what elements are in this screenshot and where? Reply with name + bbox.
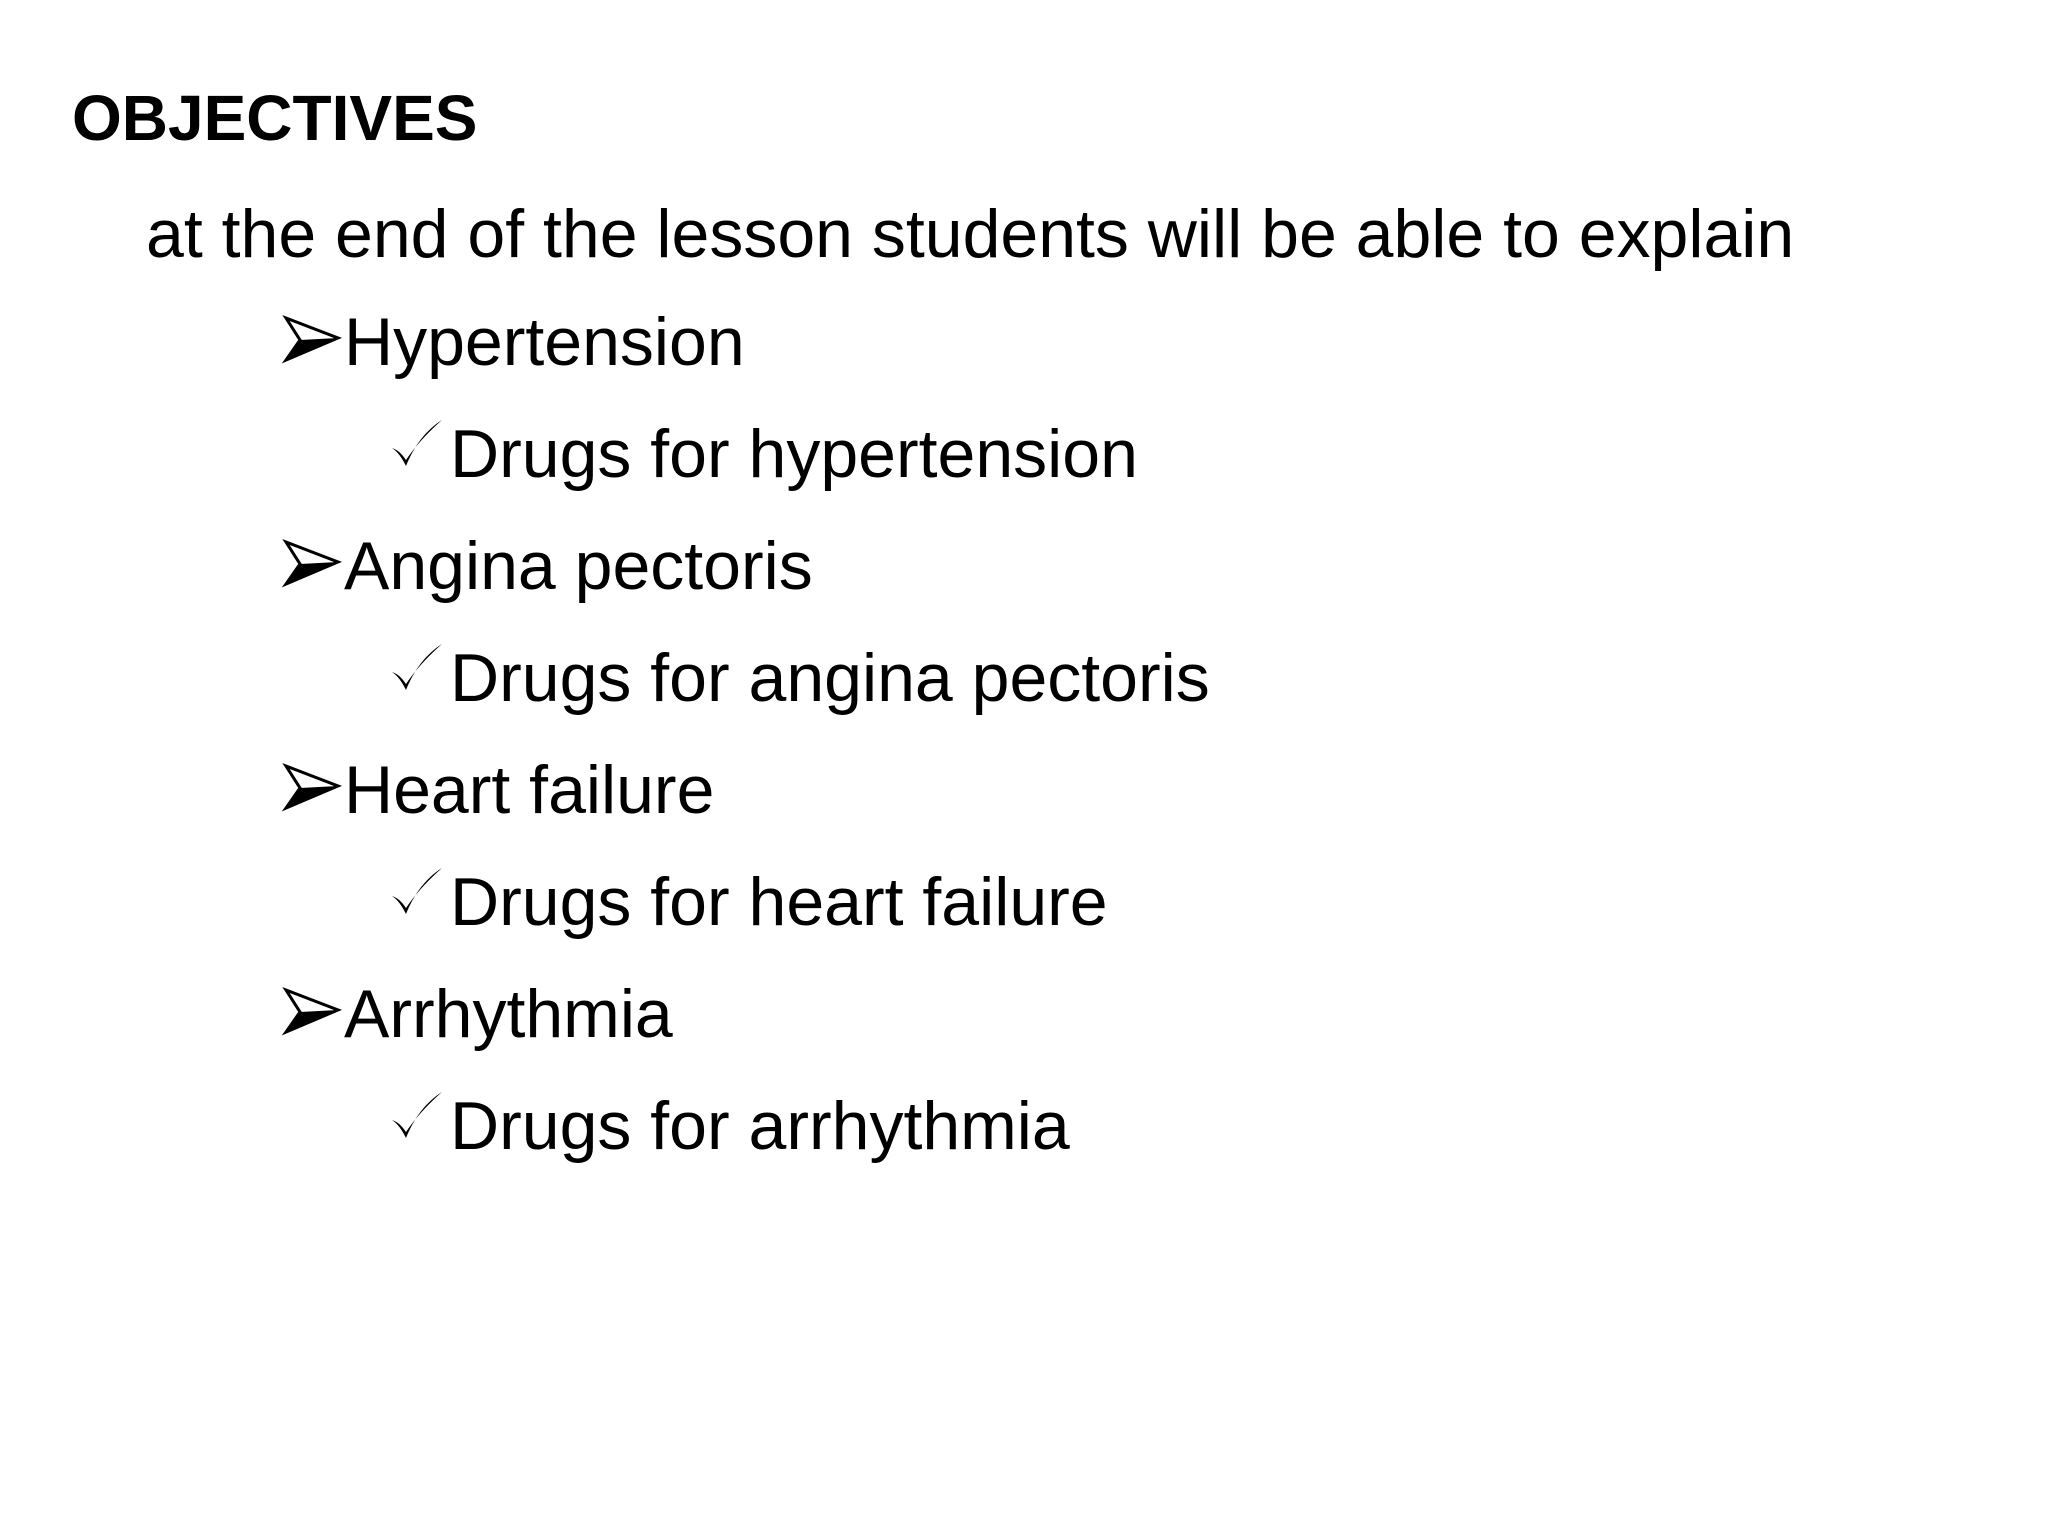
subitem-label: Drugs for arrhythmia: [450, 1088, 1070, 1164]
topic-item: [282, 748, 714, 832]
checkmark-icon: [388, 640, 444, 696]
subitem-label: Drugs for angina pectoris: [450, 640, 1210, 716]
topic-label: Angina pectoris: [344, 528, 813, 604]
subitem-label: Drugs for hypertension: [450, 416, 1138, 492]
arrow-bullet-icon: [282, 534, 342, 594]
intro-text: at the end of the lesson students will be able to explain: [146, 196, 1795, 272]
arrow-bullet-icon: [282, 310, 342, 370]
arrow-bullet-icon: [282, 982, 342, 1042]
checkmark-icon: [388, 1088, 444, 1144]
topic-item: [282, 524, 813, 608]
arrow-bullet-icon: [282, 758, 342, 818]
subitem: [388, 636, 1210, 720]
subitem: [388, 412, 1138, 496]
checkmark-icon: [388, 416, 444, 472]
topic-label: Hypertension: [344, 304, 745, 380]
subitem: [388, 1084, 1070, 1168]
topic-item: [282, 300, 745, 384]
subitem-label: Drugs for heart failure: [450, 864, 1108, 940]
slide-title: OBJECTIVES: [72, 82, 478, 154]
topic-label: Heart failure: [344, 752, 715, 828]
topic-item: [282, 972, 673, 1056]
subitem: [388, 860, 1108, 944]
checkmark-icon: [388, 864, 444, 920]
topic-label: Arrhythmia: [344, 976, 673, 1052]
